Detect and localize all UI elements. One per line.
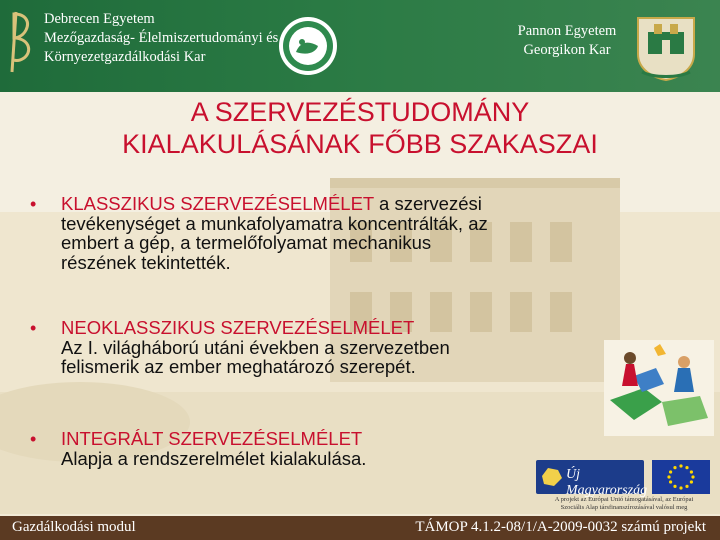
bullet-body bbox=[61, 318, 671, 377]
header-left-line-1: Debrecen Egyetem bbox=[44, 11, 155, 27]
title-line-2: KIALAKULÁSÁNAK FŐBB SZAKASZAI bbox=[122, 129, 598, 159]
header-band bbox=[0, 0, 720, 92]
bullet-first-line bbox=[61, 194, 671, 214]
bullet-heading: NEOKLASSZIKUS SZERVEZÉSELMÉLET bbox=[61, 317, 415, 338]
uj-magyarorszag-logo bbox=[536, 460, 648, 498]
georgikon-crest-icon bbox=[634, 14, 698, 82]
bullet-dot-icon: • bbox=[30, 429, 37, 449]
footer-project-id: TÁMOP 4.1.2-08/1/A-2009-0032 számú projekt bbox=[415, 519, 706, 535]
funding-logos bbox=[536, 460, 712, 516]
bullet-line: Alapja a rendszerelmélet kialakulása. bbox=[61, 447, 367, 469]
bullet-heading: INTEGRÁLT SZERVEZÉSELMÉLET bbox=[61, 428, 363, 449]
header-right-line-2: Georgikon Kar bbox=[523, 42, 611, 58]
bullet-heading: KLASSZIKUS SZERVEZÉSELMÉLET bbox=[61, 193, 374, 214]
bullet-line: Az I. világháború utáni években a szervezetben bbox=[61, 336, 450, 358]
funding-note-line-1: A projekt az Európai Unió támogatásával, az Európai bbox=[554, 496, 694, 503]
bullet-line: embert a gép, a termelőfolyamat mechanikus bbox=[61, 232, 432, 253]
bullet-line: részének tekintették. bbox=[61, 251, 231, 273]
funding-note-line-2: Szociális Alap társfinanszírozásával valósul meg bbox=[560, 504, 688, 511]
bullet-dot-icon: • bbox=[30, 318, 37, 338]
header-left-line-3: Környezetgazdálkodási Kar bbox=[44, 49, 206, 65]
header-left-line-2: Mezőgazdaság- Élelmiszertudományi és bbox=[44, 30, 279, 46]
title-line-1: A SZERVEZÉSTUDOMÁNY bbox=[190, 97, 530, 127]
uj-logo-text: Új Magyarország bbox=[566, 467, 648, 498]
funding-note bbox=[536, 496, 712, 512]
hungary-map-icon bbox=[540, 464, 564, 490]
db-monogram-icon bbox=[6, 8, 40, 76]
university-seal-icon bbox=[278, 16, 338, 76]
bullet-line: felismerik az ember meghatározó szerepét. bbox=[61, 356, 416, 377]
bullet-body bbox=[61, 194, 671, 272]
bullet-dot-icon: • bbox=[30, 194, 37, 214]
header-right-line-1: Pannon Egyetem bbox=[517, 23, 617, 39]
bullet-inline-text: a szervezési bbox=[373, 193, 482, 214]
eu-flag-icon bbox=[652, 460, 710, 494]
header-right-text bbox=[512, 22, 622, 60]
header-left-text bbox=[44, 10, 278, 67]
footer-module-label: Gazdálkodási modul bbox=[12, 519, 136, 535]
teamwork-puzzle-illustration bbox=[604, 340, 714, 436]
footer-band bbox=[0, 516, 720, 540]
slide-title bbox=[40, 96, 680, 160]
bullet-line: tevékenységet a munkafolyamatra koncentrálták, az bbox=[61, 212, 488, 234]
